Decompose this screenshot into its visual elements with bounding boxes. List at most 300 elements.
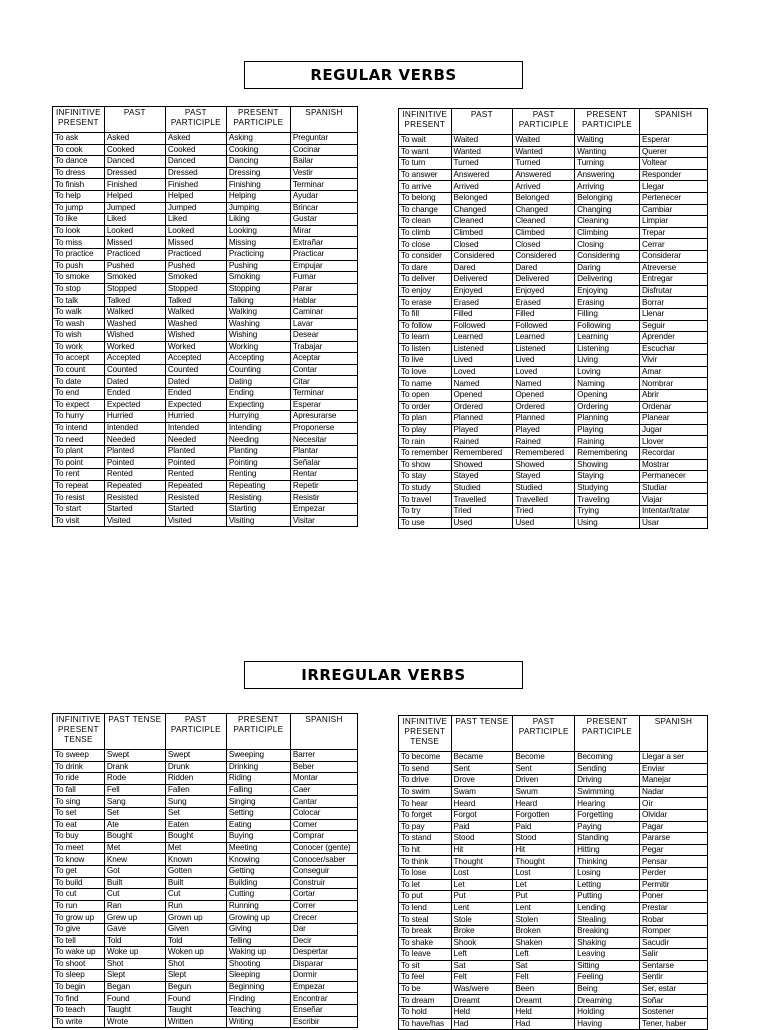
regular-verbs-table-right [398, 108, 708, 529]
table-cell: Visited [104, 515, 165, 527]
table-cell: Permanecer [639, 471, 707, 483]
table-cell: Helped [104, 190, 165, 202]
table-cell: To love [399, 366, 452, 378]
table-cell: To be [399, 983, 452, 995]
table-cell: Playing [575, 424, 640, 436]
table-row [53, 923, 358, 935]
table-cell: Planear [639, 413, 707, 425]
table-cell: To dress [53, 167, 105, 179]
table-cell: Drinking [226, 761, 290, 773]
table-cell: Held [513, 1007, 575, 1019]
table-cell: Paid [451, 821, 513, 833]
table-row [53, 865, 358, 877]
table-cell: To consider [399, 250, 452, 262]
table-cell: Forgot [451, 809, 513, 821]
table-header-row [399, 109, 708, 135]
table-cell: Arrived [513, 181, 575, 193]
table-cell: Had [513, 1018, 575, 1030]
table-cell: Studying [575, 482, 640, 494]
table-cell: Counted [104, 364, 165, 376]
table-cell: Changed [513, 204, 575, 216]
table-cell: Expected [165, 399, 226, 411]
table-cell: Hurried [104, 411, 165, 423]
table-row [53, 515, 358, 527]
table-cell: Showed [451, 459, 513, 471]
table-cell: Wished [104, 330, 165, 342]
table-row [399, 517, 708, 529]
table-row [53, 353, 358, 365]
table-cell: Intentar/tratar [639, 506, 707, 518]
table-cell: Erasing [575, 297, 640, 309]
table-cell: Señalar [290, 457, 357, 469]
table-row [53, 144, 358, 156]
table-cell: Shooting [226, 958, 290, 970]
table-row [53, 272, 358, 284]
table-row [53, 773, 358, 785]
table-cell: Dated [165, 376, 226, 388]
table-cell: Showed [513, 459, 575, 471]
table-cell: Necesitar [290, 434, 357, 446]
table-header-row [53, 714, 358, 750]
table-cell: Dancing [226, 156, 290, 168]
table-row [53, 260, 358, 272]
table-cell: Met [165, 842, 226, 854]
table-cell: To fill [399, 308, 452, 320]
table-cell: Running [226, 900, 290, 912]
table-cell: Terminar [290, 388, 357, 400]
table-cell: Turning [575, 158, 640, 170]
table-cell: Abrir [639, 390, 707, 402]
table-row [399, 390, 708, 402]
table-cell: Missed [165, 237, 226, 249]
table-cell: To dream [399, 995, 452, 1007]
table-cell: To study [399, 482, 452, 494]
table-cell: Sostener [639, 1007, 707, 1019]
table-cell: To begin [53, 981, 105, 993]
table-cell: To stop [53, 283, 105, 295]
table-cell: To want [399, 146, 452, 158]
column-header: PAST TENSE [451, 716, 513, 752]
table-row [399, 809, 708, 821]
table-cell: Swimming [575, 786, 640, 798]
table-cell: Thought [451, 856, 513, 868]
table-cell: Fallen [165, 784, 226, 796]
table-cell: To open [399, 390, 452, 402]
table-cell: Pararse [639, 833, 707, 845]
table-cell: Nadar [639, 786, 707, 798]
table-row [399, 902, 708, 914]
table-cell: Wanting [575, 146, 640, 158]
table-row [399, 775, 708, 787]
table-cell: To run [53, 900, 105, 912]
table-cell: Beber [290, 761, 357, 773]
table-row [53, 283, 358, 295]
table-cell: Being [575, 983, 640, 995]
table-cell: Fell [104, 784, 165, 796]
table-cell: Stole [451, 914, 513, 926]
table-cell: Danced [104, 156, 165, 168]
table-cell: To break [399, 925, 452, 937]
table-cell: Prestar [639, 902, 707, 914]
table-cell: To jump [53, 202, 105, 214]
table-cell: To follow [399, 320, 452, 332]
table-cell: Jumped [165, 202, 226, 214]
table-cell: Let [451, 879, 513, 891]
table-cell: Began [104, 981, 165, 993]
table-cell: Known [165, 854, 226, 866]
table-row [399, 355, 708, 367]
table-row [53, 341, 358, 353]
table-row [399, 482, 708, 494]
table-cell: To let [399, 879, 452, 891]
table-cell: Riding [226, 773, 290, 785]
table-cell: Arriving [575, 181, 640, 193]
table-cell: Hitting [575, 844, 640, 856]
table-cell: Singing [226, 796, 290, 808]
table-cell: To have/has [399, 1018, 452, 1030]
table-cell: Ordering [575, 401, 640, 413]
table-cell: Planting [226, 446, 290, 458]
column-header: PAST PARTICIPLE [513, 716, 575, 752]
table-row [399, 995, 708, 1007]
table-cell: Practicing [226, 248, 290, 260]
table-cell: Left [451, 949, 513, 961]
table-cell: Pushed [104, 260, 165, 272]
table-cell: Desear [290, 330, 357, 342]
table-cell: Cooked [165, 144, 226, 156]
table-row [399, 856, 708, 868]
table-row [53, 796, 358, 808]
table-cell: To arrive [399, 181, 452, 193]
table-cell: Daring [575, 262, 640, 274]
table-cell: Sat [513, 960, 575, 972]
table-cell: Mostrar [639, 459, 707, 471]
table-row [53, 225, 358, 237]
table-cell: Enjoyed [451, 285, 513, 297]
table-cell: To swim [399, 786, 452, 798]
table-cell: Correr [290, 900, 357, 912]
table-cell: To plant [53, 446, 105, 458]
table-cell: Staying [575, 471, 640, 483]
table-cell: Ridden [165, 773, 226, 785]
table-cell: Apresurarse [290, 411, 357, 423]
table-cell: Pointing [226, 457, 290, 469]
table-cell: Empezar [290, 981, 357, 993]
table-cell: To change [399, 204, 452, 216]
table-cell: Climbed [513, 227, 575, 239]
table-row [53, 947, 358, 959]
table-cell: Lavar [290, 318, 357, 330]
table-cell: Travelled [451, 494, 513, 506]
table-cell: Started [104, 504, 165, 516]
table-cell: Loving [575, 366, 640, 378]
table-cell: Naming [575, 378, 640, 390]
table-cell: Amar [639, 366, 707, 378]
table-cell: Querer [639, 146, 707, 158]
table-row [399, 135, 708, 147]
table-cell: Planted [165, 446, 226, 458]
table-cell: To ride [53, 773, 105, 785]
table-cell: Limpiar [639, 216, 707, 228]
table-cell: To drink [53, 761, 105, 773]
table-cell: Manejar [639, 775, 707, 787]
table-cell: Filled [451, 308, 513, 320]
table-row [53, 133, 358, 145]
table-cell: Lived [513, 355, 575, 367]
table-cell: Rentar [290, 469, 357, 481]
table-cell: Heard [513, 798, 575, 810]
table-cell: Opened [451, 390, 513, 402]
table-cell: Enjoying [575, 285, 640, 297]
table-row [53, 167, 358, 179]
table-row [399, 413, 708, 425]
table-row [399, 227, 708, 239]
table-cell: Terminar [290, 179, 357, 191]
table-cell: To leave [399, 949, 452, 961]
table-row [53, 214, 358, 226]
table-cell: Left [513, 949, 575, 961]
table-cell: Washing [226, 318, 290, 330]
table-cell: Became [451, 752, 513, 764]
table-cell: To think [399, 856, 452, 868]
table-cell: Intended [104, 422, 165, 434]
table-cell: Repetir [290, 480, 357, 492]
table-cell: Liked [165, 214, 226, 226]
column-header: PAST PARTICIPLE [165, 714, 226, 750]
table-cell: Given [165, 923, 226, 935]
table-cell: Driven [513, 775, 575, 787]
table-cell: To erase [399, 297, 452, 309]
table-row [53, 480, 358, 492]
table-cell: Put [451, 891, 513, 903]
table-cell: Stayed [451, 471, 513, 483]
table-cell: Felt [513, 972, 575, 984]
table-cell: To hear [399, 798, 452, 810]
table-cell: To name [399, 378, 452, 390]
table-cell: To finish [53, 179, 105, 191]
table-cell: Needing [226, 434, 290, 446]
table-cell: To listen [399, 343, 452, 355]
table-cell: Helped [165, 190, 226, 202]
table-cell: Escribir [290, 1016, 357, 1028]
column-header: PRESENT PARTICIPLE [226, 714, 290, 750]
table-cell: Waking up [226, 947, 290, 959]
table-cell: To visit [53, 515, 105, 527]
table-row [399, 332, 708, 344]
table-cell: Studiar [639, 482, 707, 494]
table-row [399, 424, 708, 436]
table-cell: Cambiar [639, 204, 707, 216]
table-cell: Trepar [639, 227, 707, 239]
table-cell: Drunk [165, 761, 226, 773]
table-cell: To wash [53, 318, 105, 330]
table-row [53, 446, 358, 458]
table-cell: Robar [639, 914, 707, 926]
table-cell: Studied [513, 482, 575, 494]
table-cell: Gotten [165, 865, 226, 877]
table-row [53, 202, 358, 214]
table-cell: Following [575, 320, 640, 332]
table-row [53, 958, 358, 970]
table-row [53, 318, 358, 330]
table-cell: Stood [513, 833, 575, 845]
table-cell: Meeting [226, 842, 290, 854]
table-cell: Expected [104, 399, 165, 411]
table-cell: Hearing [575, 798, 640, 810]
table-cell: To clean [399, 216, 452, 228]
table-cell: Cleaned [513, 216, 575, 228]
table-row [53, 504, 358, 516]
table-cell: To shoot [53, 958, 105, 970]
table-cell: Llenar [639, 308, 707, 320]
table-cell: Standing [575, 833, 640, 845]
table-cell: Ended [104, 388, 165, 400]
table-cell: Esperar [639, 135, 707, 147]
table-cell: Ser, estar [639, 983, 707, 995]
table-cell: Rented [104, 469, 165, 481]
table-cell: Plantar [290, 446, 357, 458]
table-cell: Told [165, 935, 226, 947]
table-cell: Worked [104, 341, 165, 353]
table-cell: To stay [399, 471, 452, 483]
table-cell: Recordar [639, 448, 707, 460]
table-cell: Viajar [639, 494, 707, 506]
table-row [53, 935, 358, 947]
table-cell: Dated [104, 376, 165, 388]
table-cell: Esperar [290, 399, 357, 411]
table-cell: Swam [451, 786, 513, 798]
table-cell: Written [165, 1016, 226, 1028]
column-header: PRESENT PARTICIPLE [575, 109, 640, 135]
table-cell: Counted [165, 364, 226, 376]
table-row [53, 237, 358, 249]
table-row [399, 158, 708, 170]
table-cell: Starting [226, 504, 290, 516]
table-row [399, 506, 708, 518]
table-cell: Considering [575, 250, 640, 262]
table-row [399, 821, 708, 833]
table-cell: Sang [104, 796, 165, 808]
column-header: PAST [104, 107, 165, 133]
table-cell: Erased [451, 297, 513, 309]
table-cell: Met [104, 842, 165, 854]
table-cell: Expecting [226, 399, 290, 411]
table-row [53, 750, 358, 762]
table-row [399, 169, 708, 181]
table-cell: Rained [451, 436, 513, 448]
table-cell: Waited [513, 135, 575, 147]
table-cell: Accepting [226, 353, 290, 365]
table-cell: To find [53, 993, 105, 1005]
table-cell: Needed [104, 434, 165, 446]
table-cell: Considered [451, 250, 513, 262]
table-cell: Set [104, 807, 165, 819]
table-cell: To tell [53, 935, 105, 947]
table-cell: To wish [53, 330, 105, 342]
table-row [399, 833, 708, 845]
table-cell: Visited [165, 515, 226, 527]
table-cell: Learned [513, 332, 575, 344]
table-cell: Pushing [226, 260, 290, 272]
table-cell: Lent [451, 902, 513, 914]
table-cell: Sentarse [639, 960, 707, 972]
table-cell: Cleaned [451, 216, 513, 228]
table-cell: To set [53, 807, 105, 819]
table-row [399, 181, 708, 193]
table-cell: To sleep [53, 970, 105, 982]
table-cell: Using [575, 517, 640, 529]
table-cell: Dreaming [575, 995, 640, 1007]
table-cell: To know [53, 854, 105, 866]
table-cell: To ask [53, 133, 105, 145]
table-cell: Smoking [226, 272, 290, 284]
table-cell: Forgotten [513, 809, 575, 821]
table-row [399, 937, 708, 949]
table-row [399, 448, 708, 460]
table-cell: Looking [226, 225, 290, 237]
table-cell: To dare [399, 262, 452, 274]
table-cell: Played [513, 424, 575, 436]
table-cell: To travel [399, 494, 452, 506]
table-row [53, 190, 358, 202]
table-cell: Danced [165, 156, 226, 168]
table-cell: Empezar [290, 504, 357, 516]
table-cell: Pegar [639, 844, 707, 856]
table-cell: Permitir [639, 879, 707, 891]
table-cell: Ordered [513, 401, 575, 413]
table-cell: To need [53, 434, 105, 446]
table-cell: Nombrar [639, 378, 707, 390]
table-cell: Perder [639, 867, 707, 879]
table-cell: To plan [399, 413, 452, 425]
table-row [399, 192, 708, 204]
table-cell: Oír [639, 798, 707, 810]
table-cell: Accepted [104, 353, 165, 365]
table-cell: To steal [399, 914, 452, 926]
table-row [399, 204, 708, 216]
table-cell: Delivering [575, 274, 640, 286]
table-cell: To sit [399, 960, 452, 972]
table-cell: To put [399, 891, 452, 903]
table-cell: Washed [104, 318, 165, 330]
table-cell: Sitting [575, 960, 640, 972]
table-cell: Thinking [575, 856, 640, 868]
table-cell: Ate [104, 819, 165, 831]
regular-verbs-title: REGULAR VERBS [244, 61, 523, 89]
table-cell: Put [513, 891, 575, 903]
table-cell: Trying [575, 506, 640, 518]
table-cell: Romper [639, 925, 707, 937]
table-cell: To get [53, 865, 105, 877]
table-cell: To resist [53, 492, 105, 504]
regular-verbs-table-left [52, 106, 358, 527]
table-cell: Falling [226, 784, 290, 796]
table-cell: Dar [290, 923, 357, 935]
table-row [53, 761, 358, 773]
table-cell: Broke [451, 925, 513, 937]
table-cell: Letting [575, 879, 640, 891]
table-row [53, 819, 358, 831]
table-cell: To point [53, 457, 105, 469]
table-row [399, 250, 708, 262]
table-cell: Conocer (gente) [290, 842, 357, 854]
table-cell: To buy [53, 831, 105, 843]
table-cell: Dating [226, 376, 290, 388]
table-cell: Pointed [165, 457, 226, 469]
table-cell: Climbed [451, 227, 513, 239]
table-row [399, 146, 708, 158]
table-cell: Told [104, 935, 165, 947]
